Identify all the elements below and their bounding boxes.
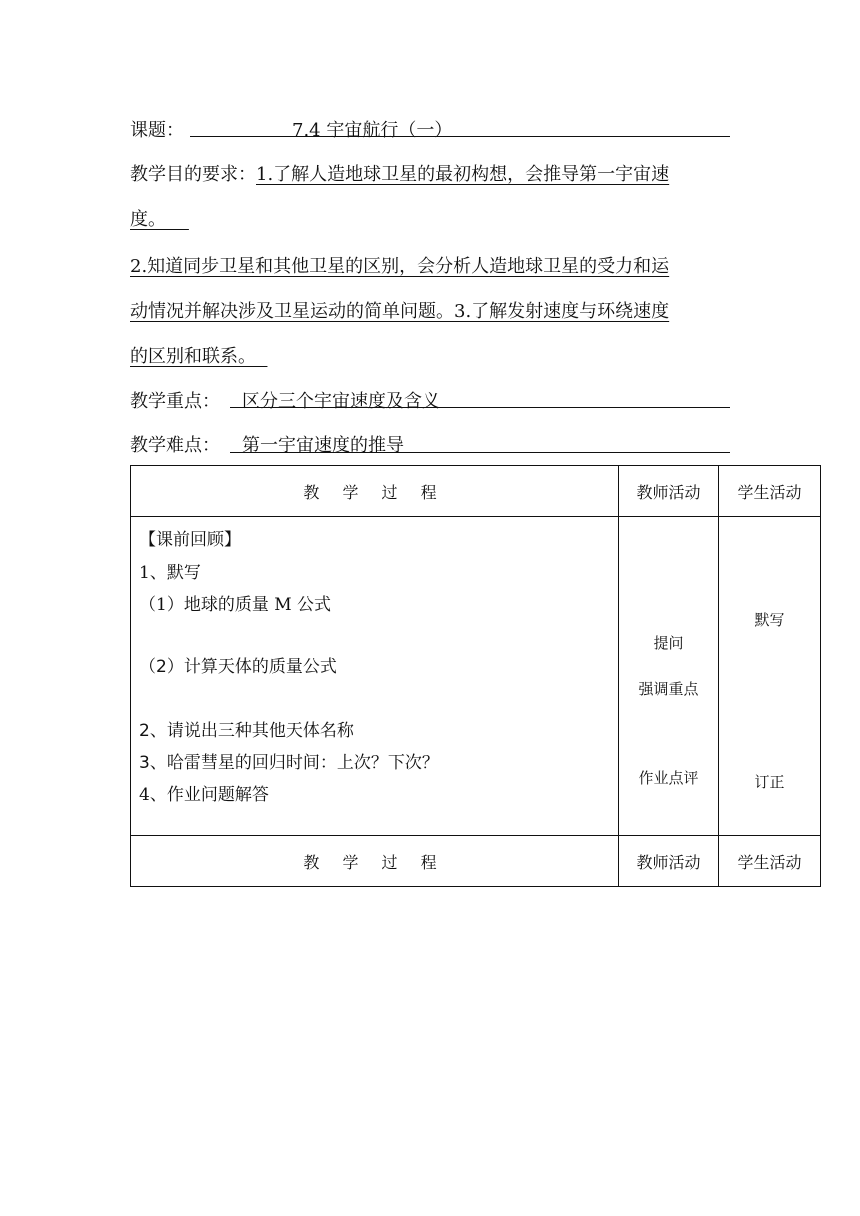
goals-text-5: 的区别和联系。	[130, 346, 256, 367]
difficult-label: 教学难点：	[130, 435, 220, 456]
col-process-header: 教 学 过 程	[131, 466, 619, 517]
goals-row-2	[130, 205, 189, 231]
goals-row-5	[130, 342, 267, 368]
difficult-row	[130, 431, 220, 457]
item-4: 4、作业问题解答	[139, 785, 269, 805]
key-row	[130, 387, 220, 413]
process-cell	[131, 517, 619, 836]
student-cell	[719, 517, 821, 836]
goals-text-2: 度。	[130, 209, 166, 230]
topic-label: 课题：	[130, 120, 184, 141]
footer-process-header: 教 学 过 程	[131, 836, 619, 887]
key-value: 区分三个宇宙速度及含义	[242, 391, 440, 412]
item-1b: （2）计算天体的质量公式	[139, 657, 337, 677]
goals-row-3	[130, 252, 669, 278]
topic-row	[130, 116, 184, 142]
topic-underline	[190, 136, 730, 137]
topic-value: 7.4 宇宙航行（一）	[292, 120, 453, 141]
teacher-activity-3: 作业点评	[638, 769, 699, 787]
teacher-cell	[619, 517, 719, 836]
key-label: 教学重点：	[130, 391, 220, 412]
item-3: 3、哈雷彗星的回归时间：上次？下次？	[139, 753, 439, 773]
col-student-header: 学生活动	[719, 466, 821, 517]
item-2: 2、请说出三种其他天体名称	[139, 721, 354, 741]
item-1a: （1）地球的质量 M 公式	[139, 595, 332, 615]
goals-text-1: 1.了解人造地球卫星的最初构想，会推导第一宇宙速	[256, 164, 670, 185]
goals-text-3: 2.知道同步卫星和其他卫星的区别，会分析人造地球卫星的受力和运	[130, 256, 670, 277]
item-1: 1、默写	[139, 563, 201, 583]
teacher-activity-2: 强调重点	[638, 680, 699, 698]
student-activity-1: 默写	[754, 611, 785, 629]
goals-text-4: 动情况并解决涉及卫星运动的简单问题。3.了解发射速度与环绕速度	[130, 301, 670, 322]
table-header-row	[131, 466, 821, 517]
footer-student-header: 学生活动	[719, 836, 821, 887]
teacher-activity-1: 提问	[653, 634, 684, 652]
footer-teacher-header: 教师活动	[619, 836, 719, 887]
table-footer-row	[131, 836, 821, 887]
goals-label: 教学目的要求：	[130, 164, 256, 185]
table-body-row	[131, 517, 821, 836]
goals-row-4	[130, 297, 669, 323]
goals-row-1	[130, 160, 669, 186]
student-activity-2: 订正	[754, 773, 785, 791]
col-teacher-header: 教师活动	[619, 466, 719, 517]
review-title: 【课前回顾】	[139, 530, 241, 550]
difficult-value: 第一宇宙速度的推导	[242, 435, 404, 456]
process-table	[130, 465, 821, 887]
